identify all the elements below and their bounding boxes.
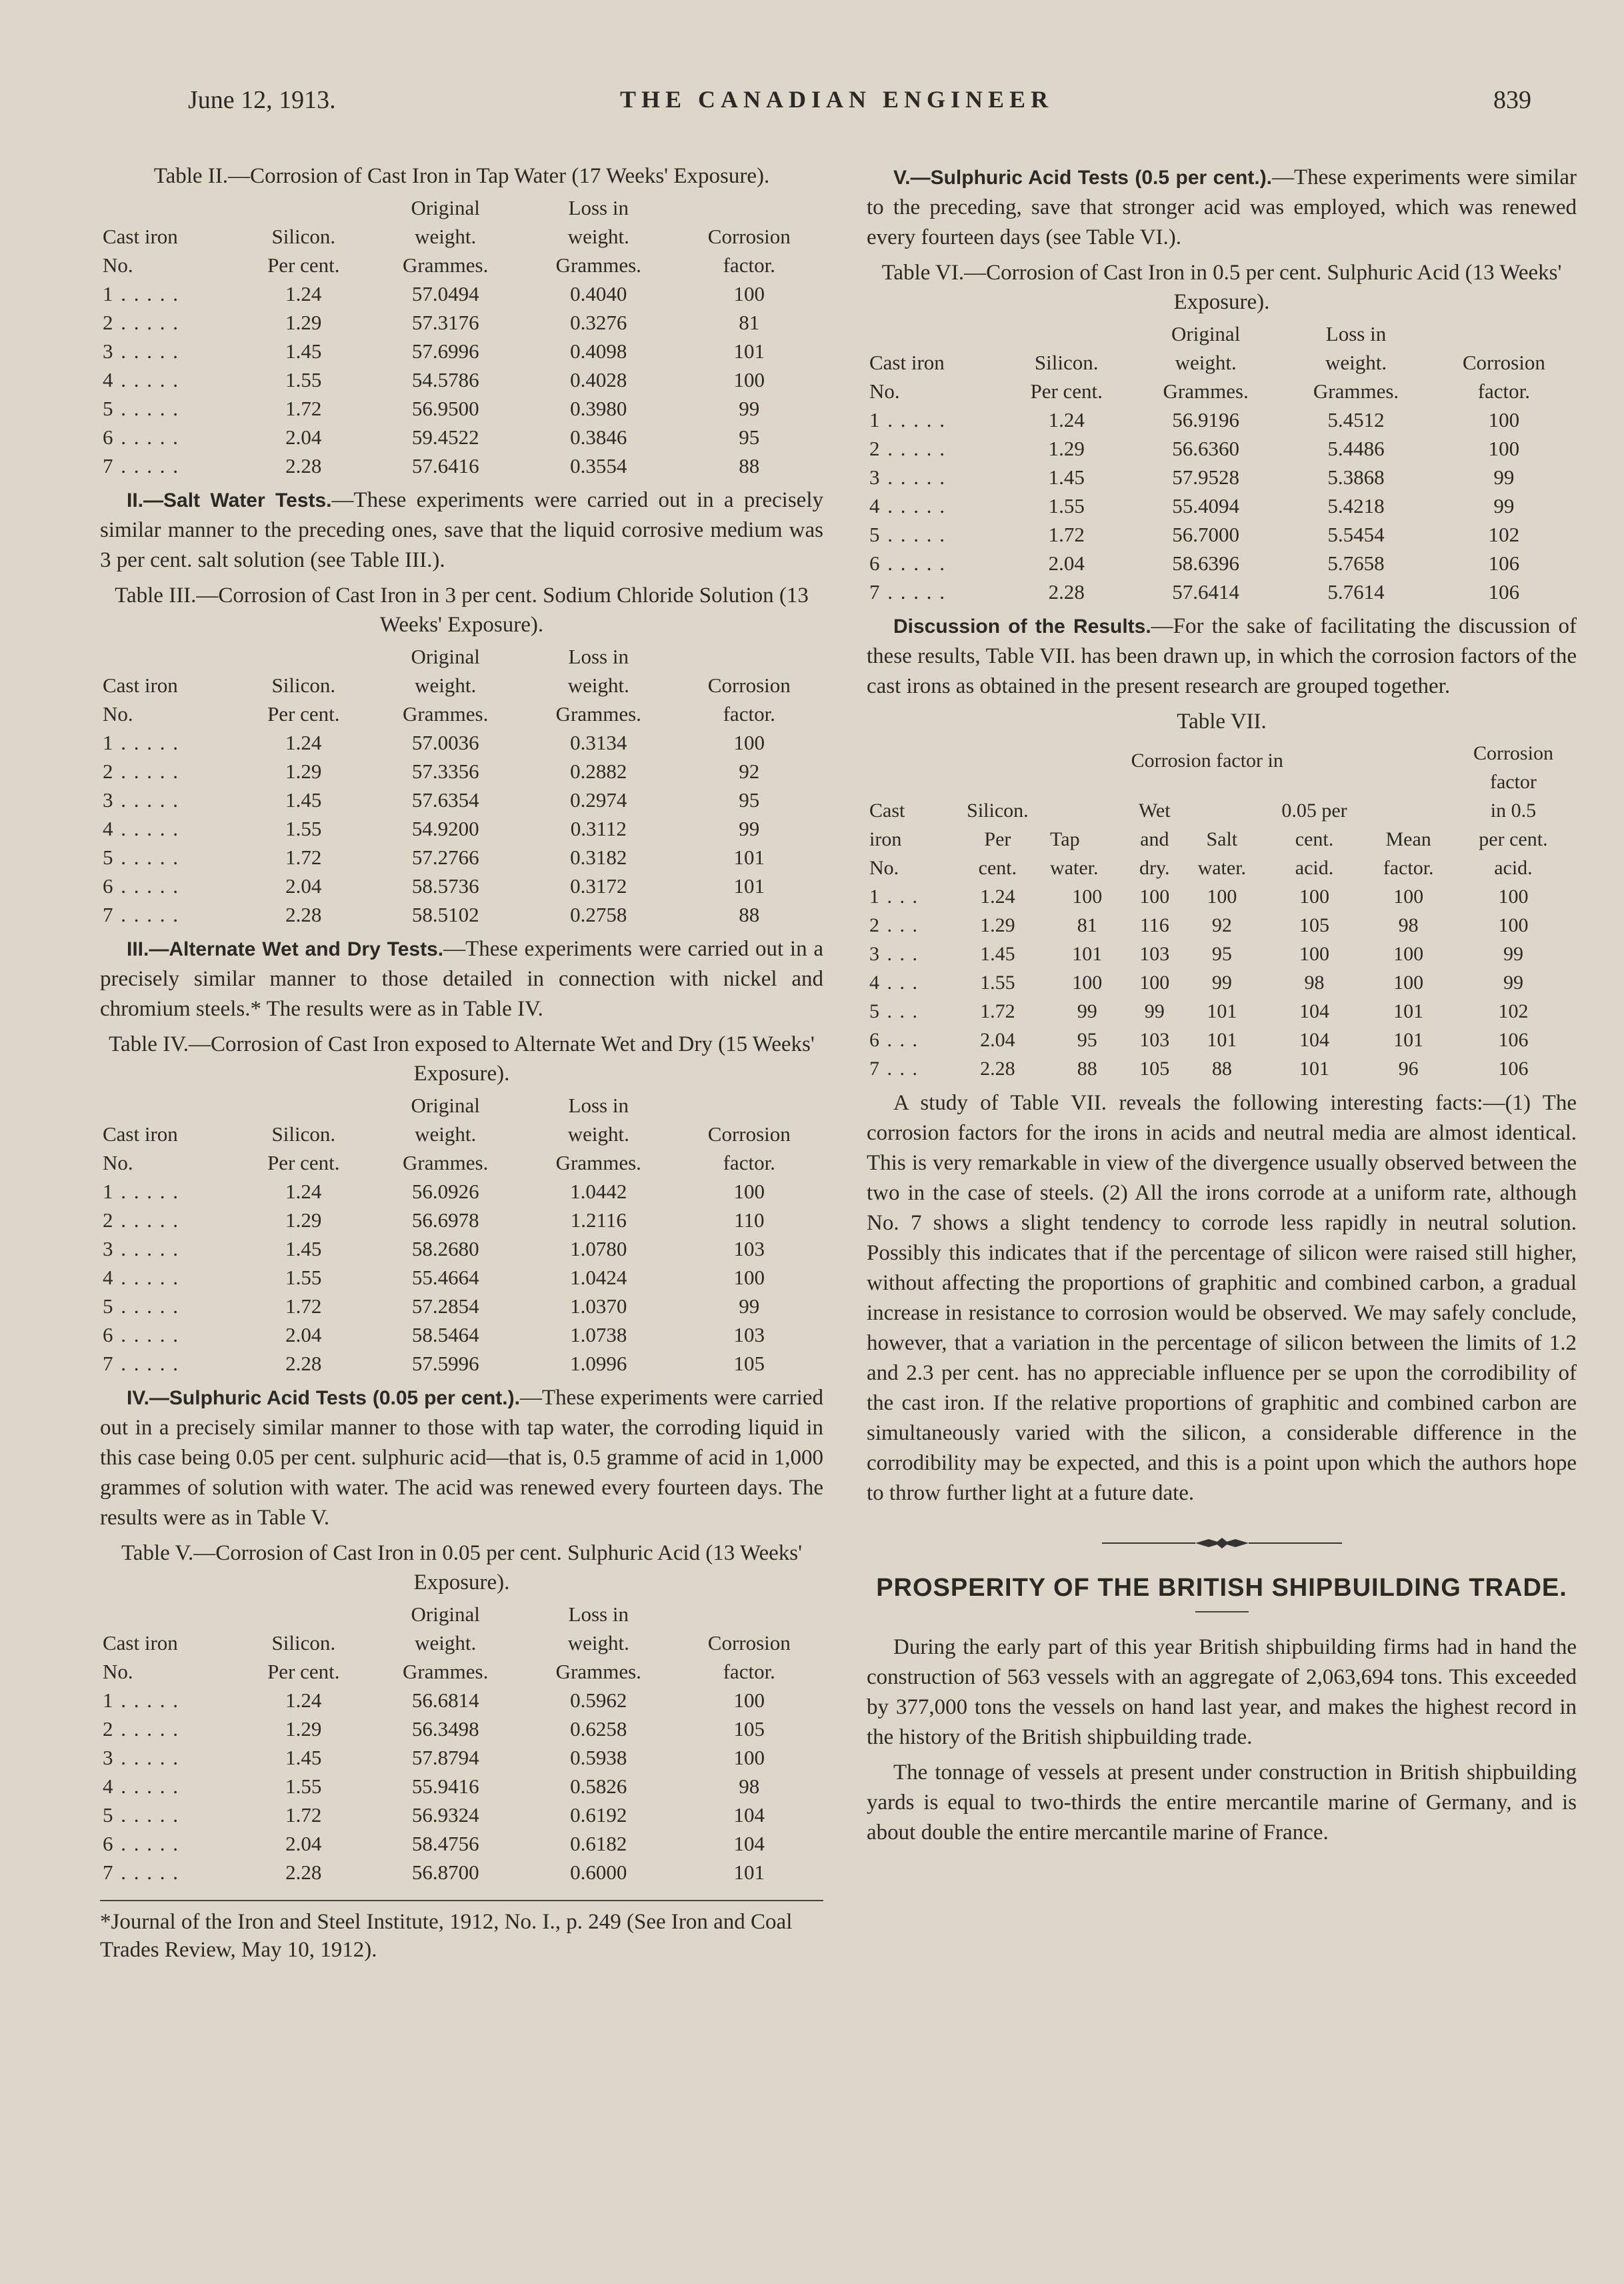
table-row: 6 . . . . . 2.04 58.5464 1.0738 103 [103, 1323, 765, 1346]
table-row: 6 . . . . . 2.04 58.5736 0.3172 101 [103, 874, 765, 898]
table-row: 5 . . . . . 1.72 56.7000 5.5454 102 [869, 523, 1520, 546]
col-header-original-weight: Original weight. Grammes. [403, 645, 489, 726]
table-row: 1 . . . . . 1.24 57.0036 0.3134 100 [103, 731, 765, 754]
table-row: 6 . . . . . 2.04 59.4522 0.3846 95 [103, 425, 760, 449]
table-row: 2 . . . . . 1.29 57.3356 0.2882 92 [103, 760, 760, 783]
article-paragraph: The tonnage of vessels at present under construction in British shipbuilding yards is equal to two-thirds the entire mercantile marine of Germany, and is about double the entire mercantile marine of France. [867, 1761, 1577, 1845]
table-row: 6 . . . 2.04 95 103 101 104 101 106 [869, 1029, 1529, 1051]
table7 [867, 739, 1577, 1083]
section-salt-water: II.—Salt Water Tests.—These experiments were carried out in a precisely similar manner to the preceding ones, save that the liquid corrosive medium was 3 per cent. salt solution (see Table III.). [100, 488, 823, 572]
article-paragraph: During the early part of this year British shipbuilding firms had in hand the construction of 563 vessels with an aggregate of 2,063,694 tons. This exceeded by 377,000 tons the vessels on hand last year, and makes the highest record in the history of the British shipbuilding trade. [867, 1635, 1577, 1749]
col-header-original-weight: Original weight. Grammes. [1163, 322, 1249, 403]
table-row: 7 . . . . . 2.28 57.6416 0.3554 88 [103, 454, 760, 477]
table-row: 2 . . . . . 1.29 56.3498 0.6258 105 [103, 1717, 765, 1741]
table-row: 4 . . . . . 1.55 54.9200 0.3112 99 [103, 817, 760, 840]
table4-title: Table IV.—Corrosion of Cast Iron exposed to Alternate Wet and Dry (15 Weeks' Exposure). [109, 1032, 815, 1086]
table-row: 3 . . . . . 1.45 57.6354 0.2974 95 [103, 788, 760, 812]
table6 [867, 319, 1577, 606]
table5-title: Table V.—Corrosion of Cast Iron in 0.05 per cent. Sulphuric Acid (13 Weeks' Exposure). [121, 1541, 803, 1594]
table-row: 2 . . . . . 1.29 56.6360 5.4486 100 [869, 437, 1520, 460]
col-header-silicon: Silicon. Per cent. [267, 1122, 340, 1174]
table-row: 3 . . . 1.45 101 103 95 100 100 99 [869, 943, 1523, 965]
header-publication: THE CANADIAN ENGINEER [620, 86, 1054, 113]
section-sulphuric-005: IV.—Sulphuric Acid Tests (0.05 per cent.).—These experiments were carried out in a precisely similar manner to those with tap water, the corroding liquid in this case being 0.05 per cent. sulphuric acid—that is, 0.5 gramme of acid in 1,000 grammes of solution with water. The acid was renewed every fourteen days. The results were as in Table V. [100, 1386, 823, 1530]
table6-title: Table VI.—Corrosion of Cast Iron in 0.5 per cent. Sulphuric Acid (13 Weeks' Exposure). [881, 261, 1562, 314]
table3 [100, 642, 823, 929]
section-sulphuric-05: V.—Sulphuric Acid Tests (0.5 per cent.).—These experiments were similar to the preceding, save that stronger acid was employed, which was renewed every fourteen days (see Table VI.). [867, 165, 1577, 249]
col-header-original-weight: Original weight. Grammes. [403, 1602, 489, 1683]
table3-title: Table III.—Corrosion of Cast Iron in 3 per cent. Sodium Chloride Solution (13 Weeks' Exposure). [115, 584, 809, 637]
col-header-tap-water: Tap water. [1050, 828, 1099, 879]
col-header-cast-iron: Cast iron No. [103, 674, 178, 726]
table-row: 3 . . . . . 1.45 57.6996 0.4098 101 [103, 339, 765, 363]
table-row: 6 . . . . . 2.04 58.6396 5.7658 106 [869, 551, 1520, 575]
col-header-loss-weight: Loss in weight. Grammes. [555, 1094, 641, 1174]
table-row: 4 . . . . . 1.55 55.4664 1.0424 100 [103, 1266, 765, 1289]
col-header-cast-iron: Cast iron No. [869, 800, 905, 879]
section-wet-dry: III.—Alternate Wet and Dry Tests.—These experiments were carried out in a precisely similar manner to those detailed in connection with nickel and chromium steels.* The results were as in Table IV. [100, 937, 823, 1021]
table-row: 5 . . . . . 1.72 57.2854 1.0370 99 [103, 1294, 760, 1318]
table-row: 5 . . . 1.72 99 99 101 104 101 102 [869, 1000, 1529, 1022]
col-header-corrosion-factor: Corrosion factor. [1462, 351, 1545, 403]
col-header-corrosion-factor-05: Corrosion factor in 0.5 per cent. acid. [1473, 742, 1553, 879]
section-discussion: Discussion of the Results.—For the sake of facilitating the discussion of these results, Table VII. has been drawn up, in which the corrosion factors of the cast irons as obtained in the present research are grouped together. [867, 614, 1577, 698]
col-header-silicon: Silicon. Per cent. [267, 1631, 340, 1683]
table-row: 2 . . . . . 1.29 56.6978 1.2116 110 [103, 1208, 765, 1232]
table-row: 7 . . . 2.28 88 105 88 101 96 106 [869, 1058, 1529, 1080]
table-row: 3 . . . . . 1.45 57.8794 0.5938 100 [103, 1746, 765, 1769]
table-row: 4 . . . 1.55 100 100 99 98 100 99 [869, 972, 1523, 994]
col-header-silicon: Silicon. Per cent. [267, 225, 340, 277]
col-header-loss-weight: Loss in weight. Grammes. [1313, 322, 1399, 403]
col-header-loss-weight: Loss in weight. Grammes. [555, 196, 641, 277]
table-row: 7 . . . . . 2.28 56.8700 0.6000 101 [103, 1861, 765, 1884]
col-header-corrosion-factor: Corrosion factor. [707, 225, 791, 277]
col-header-loss-weight: Loss in weight. Grammes. [555, 1602, 641, 1683]
table2-title: Table II.—Corrosion of Cast Iron in Tap Water (17 Weeks' Exposure). [153, 164, 770, 188]
table-row: 2 . . . 1.29 81 116 92 105 98 100 [869, 914, 1529, 936]
col-header-cast-iron: Cast iron No. [103, 1631, 178, 1683]
table-row: 1 . . . 1.24 100 100 100 100 100 100 [869, 886, 1529, 908]
study-paragraph: A study of Table VII. reveals the following interesting facts:—(1) The corrosion factors for the irons in acids and neutral media are almost identical. This is very remarkable in view of the divergence usually observed between the two in the case of steels. (2) All the irons corrode at a uniform rate, although No. 7 shows a slight tendency to corrode less rapidly in neutral solution. Possibly this indicates that if the percentage of silicon were raised still higher, without affecting the proportions of graphitic and combined carbon, a gradual increase in resistance to corrosion would be observed. We may safely conclude, however, that a variation in the percentage of silicon between the limits of 1.2 and 2.3 per cent. has no appreciable influence per se upon the corrodibility of the cast iron. If the relative proportions of graphitic and combined carbon are simultaneously varied with the silicon, a considerable difference in the corrodibility may be expected, and this is a point upon which the authors hope to throw further light at a future date. [867, 1091, 1577, 1505]
table-row: 7 . . . . . 2.28 57.6414 5.7614 106 [869, 580, 1520, 604]
col-header-group-corrosion-factor: Corrosion factor in [1131, 749, 1283, 772]
col-header-loss-weight: Loss in weight. Grammes. [555, 645, 641, 726]
table-row: 4 . . . . . 1.55 55.4094 5.4218 99 [869, 494, 1515, 517]
col-header-silicon: Silicon. Per cent. [1030, 351, 1103, 403]
col-header-cast-iron: Cast iron No. [103, 1122, 178, 1174]
table-row: 7 . . . . . 2.28 57.5996 1.0996 105 [103, 1352, 765, 1375]
table5 [100, 1600, 823, 1887]
header-page-number: 839 [1493, 86, 1531, 114]
table-row: 5 . . . . . 1.72 56.9500 0.3980 99 [103, 397, 760, 420]
table-row: 1 . . . . . 1.24 56.6814 0.5962 100 [103, 1688, 765, 1712]
col-header-silicon: Silicon. Per cent. [967, 800, 1029, 879]
col-header-original-weight: Original weight. Grammes. [403, 196, 489, 277]
table-row: 6 . . . . . 2.04 58.4756 0.6182 104 [103, 1832, 765, 1855]
table-row: 2 . . . . . 1.29 57.3176 0.3276 81 [103, 311, 760, 334]
title-rule [1195, 1611, 1249, 1612]
table-row: 7 . . . . . 2.28 58.5102 0.2758 88 [103, 903, 760, 926]
footnote: *Journal of the Iron and Steel Institute, 1912, No. I., p. 249 (See Iron and Coal Trades Review, May 10, 1912). [100, 1900, 823, 1964]
table-row: 3 . . . . . 1.45 58.2680 1.0780 103 [103, 1237, 765, 1260]
left-column [100, 157, 823, 1964]
table-row: 4 . . . . . 1.55 54.5786 0.4028 100 [103, 368, 765, 391]
col-header-corrosion-factor: Corrosion factor. [707, 1631, 791, 1683]
table-row: 3 . . . . . 1.45 57.9528 5.3868 99 [869, 465, 1515, 489]
col-header-cast-iron: Cast iron No. [869, 351, 945, 403]
col-header-corrosion-factor: Corrosion factor. [707, 674, 791, 726]
right-column [867, 157, 1577, 1853]
article-title: PROSPERITY OF THE BRITISH SHIPBUILDING TRADE. [876, 1574, 1567, 1602]
table-row: 1 . . . . . 1.24 57.0494 0.4040 100 [103, 282, 765, 305]
table-row: 5 . . . . . 1.72 57.2766 0.3182 101 [103, 846, 765, 869]
table-row: 1 . . . . . 1.24 56.9196 5.4512 100 [869, 408, 1520, 431]
table7-title: Table VII. [1177, 710, 1267, 734]
col-header-silicon: Silicon. Per cent. [267, 674, 340, 726]
table2 [100, 193, 823, 480]
col-header-original-weight: Original weight. Grammes. [403, 1094, 489, 1174]
col-header-corrosion-factor: Corrosion factor. [707, 1122, 791, 1174]
ornament-divider-icon [1102, 1535, 1342, 1551]
header-date: June 12, 1913. [188, 86, 336, 114]
table-row: 4 . . . . . 1.55 55.9416 0.5826 98 [103, 1775, 760, 1798]
col-header-cast-iron: Cast iron No. [103, 225, 178, 277]
col-header-salt-water: Salt water. [1197, 828, 1247, 879]
table4 [100, 1091, 823, 1378]
col-header-acid-005: 0.05 per cent. acid. [1281, 800, 1347, 879]
table-row: 1 . . . . . 1.24 56.0926 1.0442 100 [103, 1180, 765, 1203]
col-header-mean-factor: Mean factor. [1383, 828, 1434, 879]
table-row: 5 . . . . . 1.72 56.9324 0.6192 104 [103, 1803, 765, 1827]
col-header-wet-dry: Wet and dry. [1139, 800, 1171, 879]
